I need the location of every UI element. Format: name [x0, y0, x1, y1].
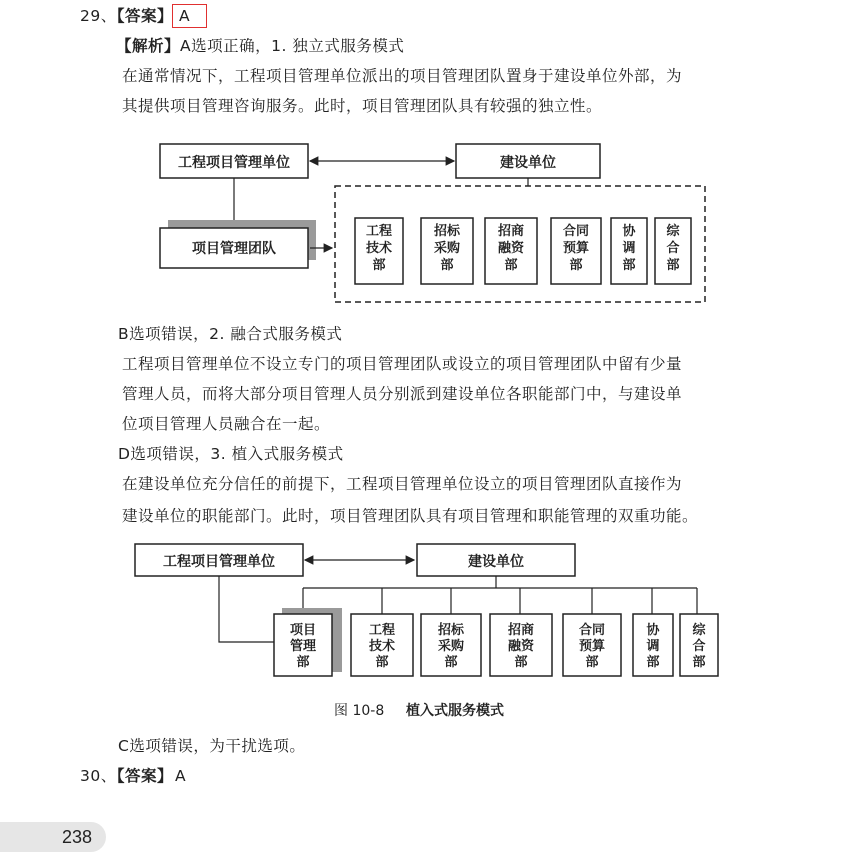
dept-line: 融资 — [497, 241, 525, 256]
answer-highlight-box — [172, 4, 207, 28]
dept-line: 部 — [514, 655, 528, 670]
dept-line: 部 — [440, 258, 454, 273]
pm-unit-label: 工程项目管理单位 — [178, 155, 290, 171]
dept-line: 合同 — [562, 224, 590, 239]
question-number: 30、 — [80, 767, 117, 785]
analysis-label: 【解析】 — [116, 37, 181, 55]
option-c-text: C选项错误，为干扰选项。 — [118, 737, 306, 755]
q30-header — [80, 766, 186, 786]
dept-line: 协 — [646, 623, 660, 638]
dept-line: 采购 — [433, 241, 461, 256]
dept-line: 综 — [666, 224, 680, 239]
figure-caption-title: 植入式服务模式 — [406, 703, 504, 719]
dept-line: 预算 — [578, 639, 606, 654]
dept-line: 部 — [444, 655, 458, 670]
dept-boxes — [355, 218, 691, 284]
option-b-title: B选项错误，2. 融合式服务模式 — [118, 325, 343, 343]
owner-label: 建设单位 — [468, 554, 524, 570]
dept-line: 招标 — [433, 224, 461, 239]
dept-line: 部 — [692, 655, 706, 670]
dept-line: 合同 — [578, 623, 606, 638]
dept-line: 招商 — [507, 623, 535, 638]
dept-line: 部 — [372, 258, 386, 273]
option-d-title: D选项错误，3. 植入式服务模式 — [118, 445, 344, 463]
dept-line: 调 — [622, 241, 636, 256]
dept-line: 工程 — [368, 623, 396, 638]
pm-unit-label: 工程项目管理单位 — [163, 554, 275, 570]
dept-line: 采购 — [437, 639, 465, 654]
dept-line: 项目 — [289, 623, 317, 638]
dept-line: 招标 — [437, 623, 465, 638]
dept-line: 合 — [666, 241, 680, 256]
diagram-embedded-mode — [130, 538, 730, 724]
dept-line: 协 — [622, 224, 636, 239]
diagram-independent-mode — [150, 138, 720, 310]
dept-line: 部 — [296, 655, 310, 670]
dept-line: 技术 — [365, 241, 393, 256]
dept-line: 部 — [504, 258, 518, 273]
dept-line: 调 — [646, 639, 660, 654]
dept-line: 融资 — [507, 639, 535, 654]
option-a-text-1: 在通常情况下，工程项目管理单位派出的项目管理团队置身于建设单位外部，为 — [122, 67, 683, 85]
analysis-heading — [116, 36, 404, 56]
dept-line: 技术 — [368, 639, 396, 654]
dept-line: 部 — [666, 258, 680, 273]
dept-line: 部 — [585, 655, 599, 670]
question-number: 29、 — [80, 7, 117, 25]
dept-line: 部 — [569, 258, 583, 273]
option-b-text-3: 位项目管理人员融合在一起。 — [122, 415, 331, 433]
dept-line: 招商 — [497, 224, 525, 239]
dept-line: 管理 — [289, 639, 317, 654]
dept-line: 综 — [692, 623, 706, 638]
dept-line: 部 — [646, 655, 660, 670]
option-a-text-2: 其提供项目管理咨询服务。此时，项目管理团队具有较强的独立性。 — [122, 97, 603, 115]
option-d-text-2: 建设单位的职能部门。此时，项目管理团队具有项目管理和职能管理的双重功能。 — [122, 507, 699, 525]
option-d-text-1: 在建设单位充分信任的前提下，工程项目管理单位设立的项目管理团队直接作为 — [122, 475, 683, 493]
dept-line: 工程 — [365, 224, 393, 239]
option-b-text-2: 管理人员，而将大部分项目管理人员分别派到建设单位各职能部门中，与建设单 — [122, 385, 683, 403]
team-label: 项目管理团队 — [192, 241, 276, 257]
dept-line: 合 — [692, 639, 706, 654]
dept-line: 部 — [375, 655, 389, 670]
answer-value: A — [175, 767, 187, 785]
answer-label: 【答案】 — [116, 767, 173, 785]
answer-label: 【答案】 — [116, 7, 173, 25]
option-a-title: A选项正确，1. 独立式服务模式 — [180, 37, 405, 55]
dept-line: 部 — [622, 258, 636, 273]
pm-to-team-connector — [219, 576, 274, 642]
owner-label: 建设单位 — [500, 155, 556, 171]
page-number: 238 — [61, 826, 92, 847]
answer-value: A — [179, 7, 191, 25]
option-b-text-1: 工程项目管理单位不设立专门的项目管理团队或设立的项目管理团队中留有少量 — [122, 355, 683, 373]
dept-line: 预算 — [562, 241, 590, 256]
figure-caption-number: 图 10-8 — [334, 703, 385, 719]
page-number-tab — [0, 822, 106, 852]
